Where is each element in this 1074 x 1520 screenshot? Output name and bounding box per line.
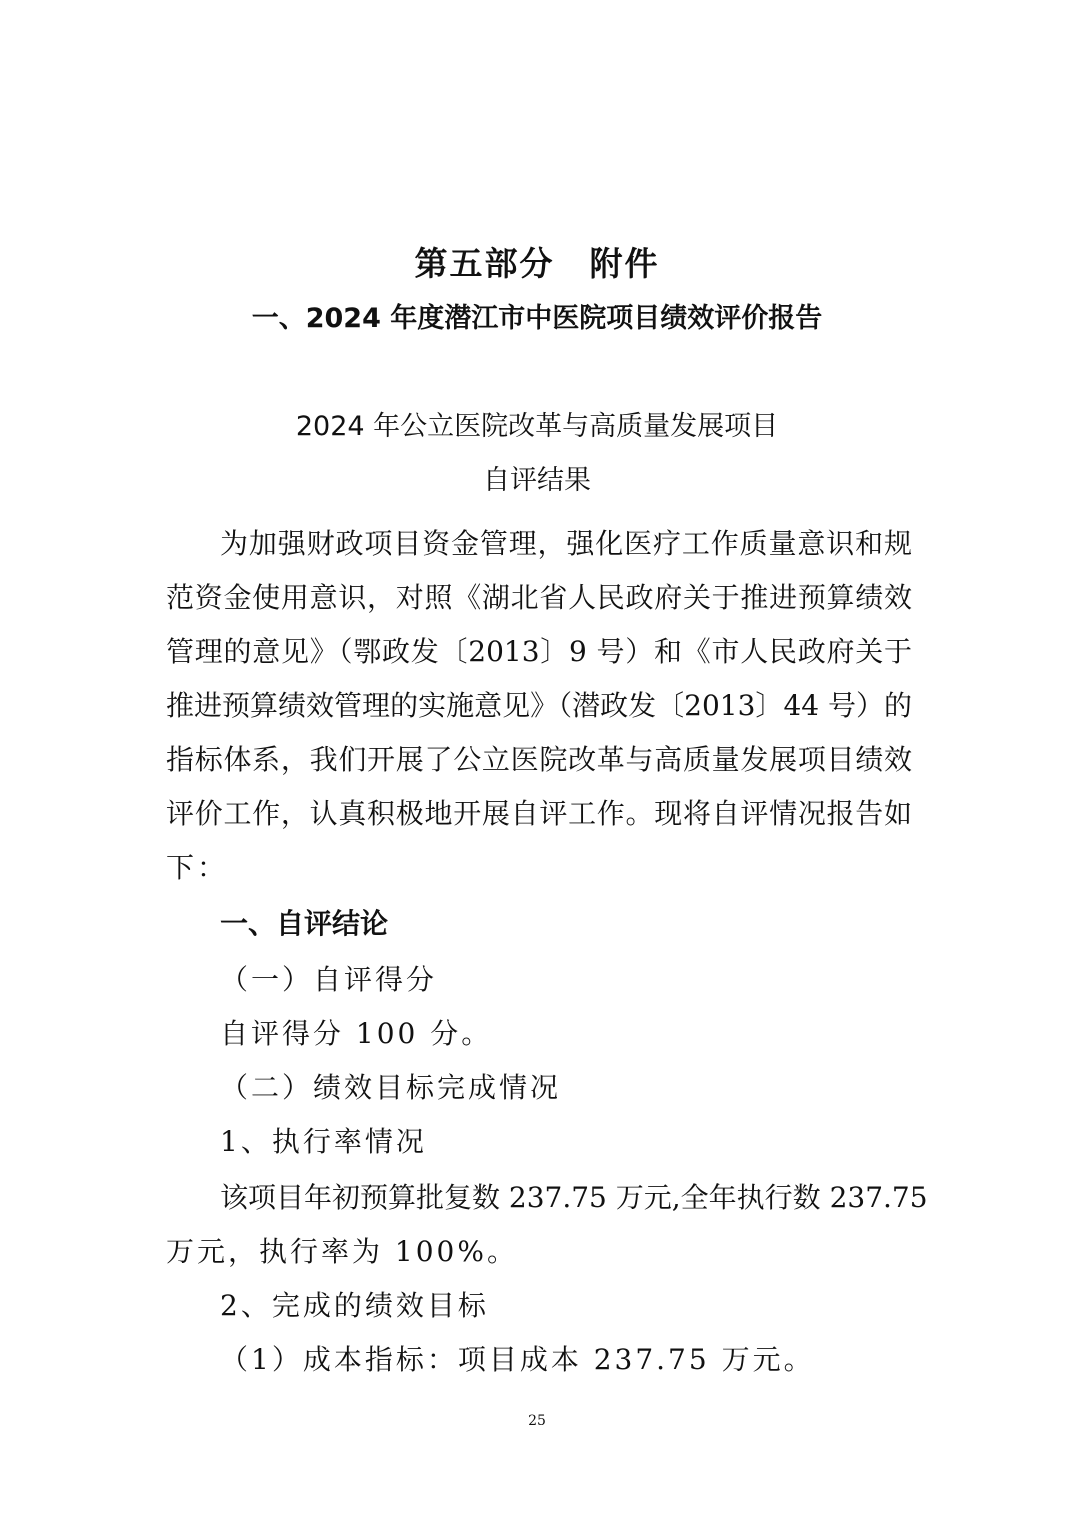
intro-line: 评价工作，认真积极地开展自评工作。现将自评情况报告如 xyxy=(166,797,912,830)
subsection-heading: （二）绩效目标完成情况 xyxy=(220,1071,562,1104)
execution-line: 该项目年初预算批复数 237.75 万元,全年执行数 237.75 xyxy=(220,1181,928,1214)
item-heading: 1、执行率情况 xyxy=(220,1125,427,1158)
intro-line: 下： xyxy=(166,851,229,884)
execution-line: 万元，执行率为 100%。 xyxy=(166,1235,518,1268)
project-title-line2: 自评结果 xyxy=(483,465,591,496)
section-heading: 一、自评结论 xyxy=(220,907,389,940)
intro-line: 范资金使用意识，对照《湖北省人民政府关于推进预算绩效 xyxy=(166,581,912,614)
subsection-heading: （一）自评得分 xyxy=(220,963,438,996)
report-title: 一、2024 年度潜江市中医院项目绩效评价报告 xyxy=(251,303,823,334)
part-title: 第五部分 附件 xyxy=(414,244,660,283)
page-number: 25 xyxy=(528,1413,546,1429)
cost-indicator: （1）成本指标：项目成本 237.75 万元。 xyxy=(220,1343,815,1376)
intro-line: 管理的意见》（鄂政发〔2013〕9 号）和《市人民政府关于 xyxy=(166,635,912,668)
item-heading: 2、完成的绩效目标 xyxy=(220,1289,489,1322)
intro-line: 为加强财政项目资金管理，强化医疗工作质量意识和规 xyxy=(220,527,912,560)
project-title-line1: 2024 年公立医院改革与高质量发展项目 xyxy=(295,411,779,442)
intro-line: 指标体系，我们开展了公立医院改革与高质量发展项目绩效 xyxy=(166,743,912,776)
score-text: 自评得分 100 分。 xyxy=(220,1017,493,1050)
intro-line: 推进预算绩效管理的实施意见》（潜政发〔2013〕44 号）的 xyxy=(166,689,912,722)
